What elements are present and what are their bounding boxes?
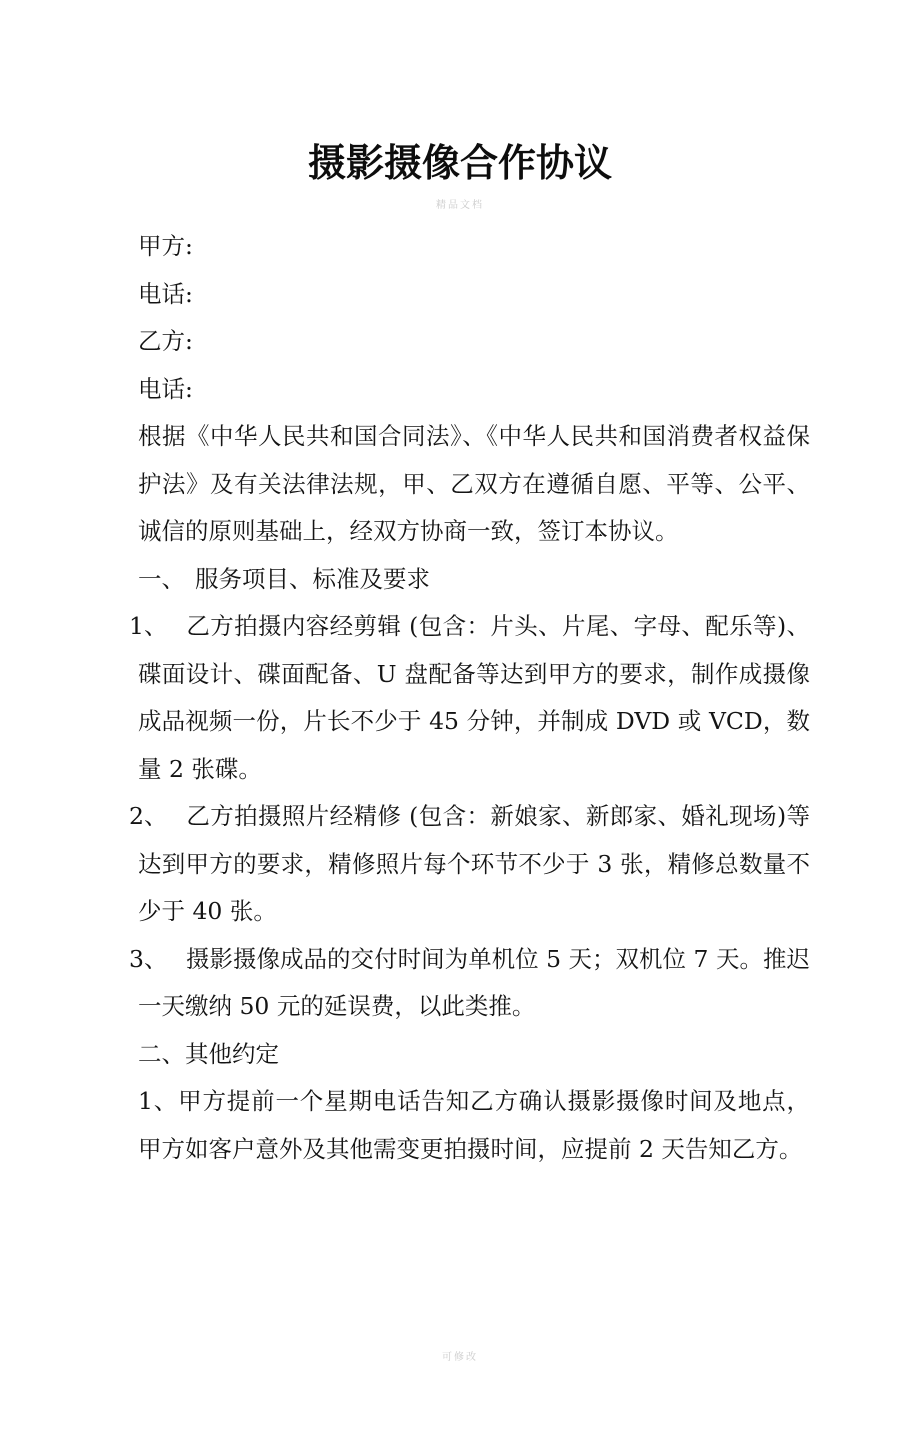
section-one-item-2 [129, 793, 810, 936]
section-two-heading: 二、其他约定 [138, 1039, 279, 1068]
party-b-phone-label: 电话: [138, 374, 193, 403]
party-a-phone-label: 电话: [138, 279, 193, 308]
section-two-item-1: 1、甲方提前一个星期电话告知乙方确认摄影摄像时间及地点，甲方如客户意外及其他需变更拍摄时间，应提前 2 天告知乙方。 [138, 1087, 810, 1163]
party-b-label: 乙方: [138, 327, 193, 355]
section-one-number: 一、 [138, 564, 185, 593]
section-one-heading [138, 556, 810, 604]
watermark-bottom: 可修改 [442, 1352, 478, 1363]
section-one-heading-text: 服务项目、标准及要求 [195, 564, 430, 593]
item-2-number: 2、 [129, 802, 168, 830]
document-body [129, 223, 810, 1173]
preamble-paragraph: 根据《中华人民共和国合同法》、《中华人民共和国消费者权益保护法》及有关法律法规，甲、乙双方在遵循自愿、平等、公平、诚信的原则基础上，经双方协商一致，签订本协议。 [138, 422, 810, 545]
item-3-number: 3、 [129, 944, 168, 973]
section-one-item-1 [129, 603, 810, 793]
item-1-text: 乙方拍摄内容经剪辑 (包含：片头、片尾、字母、配乐等)、碟面设计、碟面配备、U 盘配备等达到甲方的要求，制作成摄像成品视频一份，片长不少于 45 分钟，并制成 DVD 或 VCD，数量 2 张碟。 [138, 612, 810, 783]
item-1-number: 1、 [129, 612, 168, 640]
item-3-text: 摄影摄像成品的交付时间为单机位 5 天；双机位 7 天。推迟一天缴纳 50 元的延误费，以此类推。 [138, 944, 810, 1020]
watermark-top: 精品文档 [436, 200, 484, 211]
item-2-text: 乙方拍摄照片经精修 (包含：新娘家、新郎家、婚礼现场)等达到甲方的要求，精修照片每个环节不少于 3 张，精修总数量不少于 40 张。 [138, 802, 810, 925]
section-one-item-3 [129, 936, 810, 1031]
document-title: 摄影摄像合作协议 [307, 140, 612, 185]
party-a-label: 甲方: [138, 232, 193, 260]
